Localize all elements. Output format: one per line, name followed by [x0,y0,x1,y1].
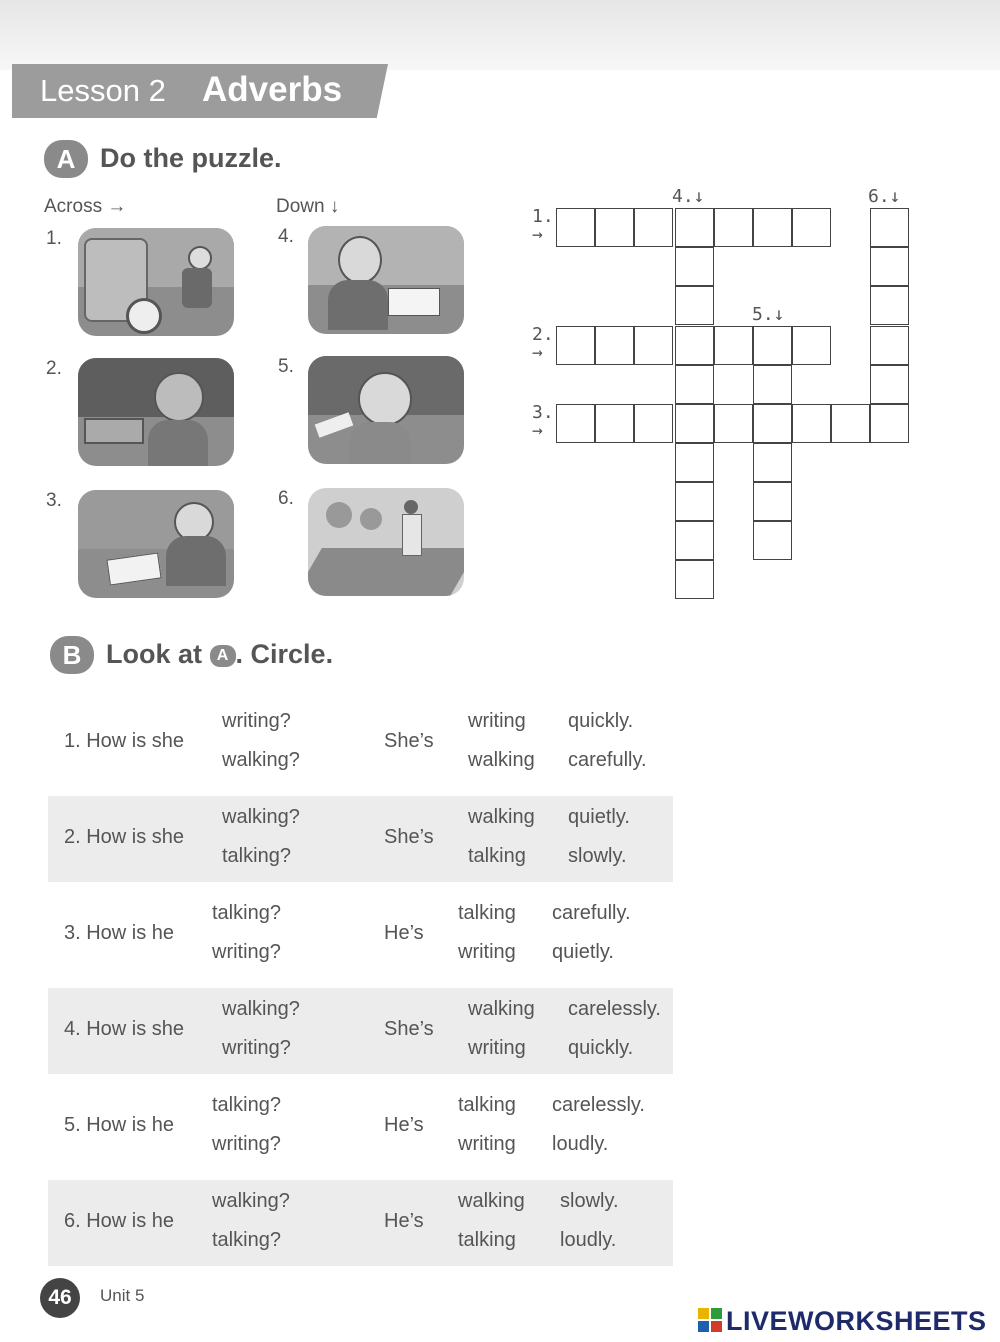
answer-verb-choice[interactable]: talking [458,1229,516,1251]
crossword-cell[interactable] [753,521,792,560]
subject: She’s [384,826,434,848]
section-b-badge: B [50,636,94,674]
crossword-cell[interactable] [675,208,714,247]
crossword-cell[interactable] [714,208,753,247]
verb-choice[interactable]: walking? [222,998,300,1020]
crossword-cell[interactable] [753,326,792,365]
clue-4-down: 4.↓ [672,186,705,207]
adverb-choice[interactable]: slowly. [568,845,627,867]
clue-6-down: 6.↓ [868,186,901,207]
crossword-cell[interactable] [634,326,673,365]
across-label: Across → [44,196,127,217]
lesson-number: Lesson 2 [40,73,166,108]
answer-verb-choice[interactable]: writing [468,710,526,732]
subject: He’s [384,1210,424,1232]
crossword-cell[interactable] [870,404,909,443]
crossword-cell[interactable] [675,404,714,443]
subject: She’s [384,1018,434,1040]
crossword-cell[interactable] [753,482,792,521]
subject: He’s [384,1114,424,1136]
picture-number: 6. [278,488,294,509]
crossword-cell[interactable] [870,286,909,325]
question-2: 2. How is she [64,826,185,848]
answer-verb-choice[interactable]: writing [468,1037,526,1059]
question-6: 6. How is he [64,1210,175,1232]
answer-verb-choice[interactable]: writing [458,941,516,963]
answer-verb-choice[interactable]: walking [468,998,535,1020]
picture-5-talking [308,356,464,464]
crossword-cell[interactable] [870,365,909,404]
verb-choice[interactable]: walking? [222,806,300,828]
picture-3-writing-carelessly [78,490,234,598]
verb-choice[interactable]: talking? [212,1094,281,1116]
adverb-choice[interactable]: quickly. [568,1037,634,1059]
section-a-badge: A [44,140,88,178]
crossword-cell[interactable] [675,560,714,599]
picture-number: 3. [46,490,62,511]
verb-choice[interactable]: writing? [212,1133,281,1155]
page-number: 46 [40,1278,80,1318]
adverb-choice[interactable]: slowly. [560,1190,619,1212]
crossword-cell[interactable] [595,326,634,365]
crossword-cell[interactable] [714,404,753,443]
answer-verb-choice[interactable]: walking [468,806,535,828]
answer-verb-choice[interactable]: walking [458,1190,525,1212]
verb-choice[interactable]: writing? [212,941,281,963]
unit-label: Unit 5 [100,1286,145,1305]
crossword-cell[interactable] [675,482,714,521]
picture-4-writing-carefully [308,226,464,334]
adverb-choice[interactable]: carefully. [568,749,647,771]
picture-6-walking [308,488,464,596]
crossword-cell[interactable] [753,404,792,443]
subject: She’s [384,730,434,752]
crossword-cell[interactable] [792,404,831,443]
question-5: 5. How is he [64,1114,175,1136]
crossword-cell[interactable] [675,286,714,325]
crossword-cell[interactable] [675,521,714,560]
question-3: 3. How is he [64,922,175,944]
crossword-cell[interactable] [753,365,792,404]
adverb-choice[interactable]: quietly. [568,806,630,828]
adverb-choice[interactable]: loudly. [560,1229,617,1251]
adverb-choice[interactable]: carelessly. [552,1094,645,1116]
crossword-cell[interactable] [870,247,909,286]
section-b-title-post: . Circle. [235,639,334,669]
crossword-cell[interactable] [634,404,673,443]
question-1: 1. How is she [64,730,185,752]
crossword-cell[interactable] [556,208,595,247]
crossword-cell[interactable] [595,208,634,247]
crossword-cell[interactable] [792,326,831,365]
brand-name: LIVEWORKSHEETS [726,1306,987,1336]
crossword-cell[interactable] [714,326,753,365]
verb-choice[interactable]: talking? [212,902,281,924]
crossword-cell[interactable] [556,404,595,443]
lesson-title: Adverbs [202,70,343,109]
crossword-cell[interactable] [675,247,714,286]
subject: He’s [384,922,424,944]
crossword-cell[interactable] [753,208,792,247]
adverb-choice[interactable]: carelessly. [568,998,661,1020]
crossword-cell[interactable] [870,326,909,365]
answer-verb-choice[interactable]: talking [468,845,526,867]
down-label: Down ↓ [276,196,340,217]
verb-choice[interactable]: walking? [212,1190,290,1212]
section-b-title-pre: Look at [106,639,203,669]
clue-2-across: 2. → [532,324,554,363]
question-4: 4. How is she [64,1018,185,1040]
crossword-cell[interactable] [675,365,714,404]
adverb-choice[interactable]: quietly. [552,941,614,963]
answer-verb-choice[interactable]: talking [458,1094,516,1116]
verb-choice[interactable]: talking? [222,845,291,867]
answer-verb-choice[interactable]: walking [468,749,535,771]
clue-1-across: 1. → [532,206,554,245]
crossword-cell[interactable] [870,208,909,247]
clue-5-down: 5.↓ [752,304,785,325]
adverb-choice[interactable]: quickly. [568,710,634,732]
crossword-cell[interactable] [634,208,673,247]
verb-choice[interactable]: writing? [222,1037,291,1059]
header-wash [0,0,1000,70]
section-b-title [106,639,333,670]
answer-verb-choice[interactable]: writing [458,1133,516,1155]
picture-2-talking [78,358,234,466]
verb-choice[interactable]: writing? [222,710,291,732]
picture-number: 2. [46,358,62,379]
picture-number: 5. [278,356,294,377]
adverb-choice[interactable]: carefully. [552,902,631,924]
crossword-cell[interactable] [595,404,634,443]
liveworksheets-logo-icon [698,1308,722,1332]
crossword-cell[interactable] [675,443,714,482]
crossword-cell[interactable] [675,326,714,365]
crossword-cell[interactable] [753,443,792,482]
crossword-cell[interactable] [792,208,831,247]
crossword-cell[interactable] [831,404,870,443]
picture-number: 1. [46,228,62,249]
section-a-ref-badge: A [210,645,236,667]
picture-1-walking-carefully [78,228,234,336]
adverb-choice[interactable]: loudly. [552,1133,609,1155]
verb-choice[interactable]: walking? [222,749,300,771]
picture-number: 4. [278,226,294,247]
answer-verb-choice[interactable]: talking [458,902,516,924]
clue-3-across: 3. → [532,402,554,441]
crossword-cell[interactable] [556,326,595,365]
section-a-title: Do the puzzle. [100,143,282,173]
verb-choice[interactable]: talking? [212,1229,281,1251]
